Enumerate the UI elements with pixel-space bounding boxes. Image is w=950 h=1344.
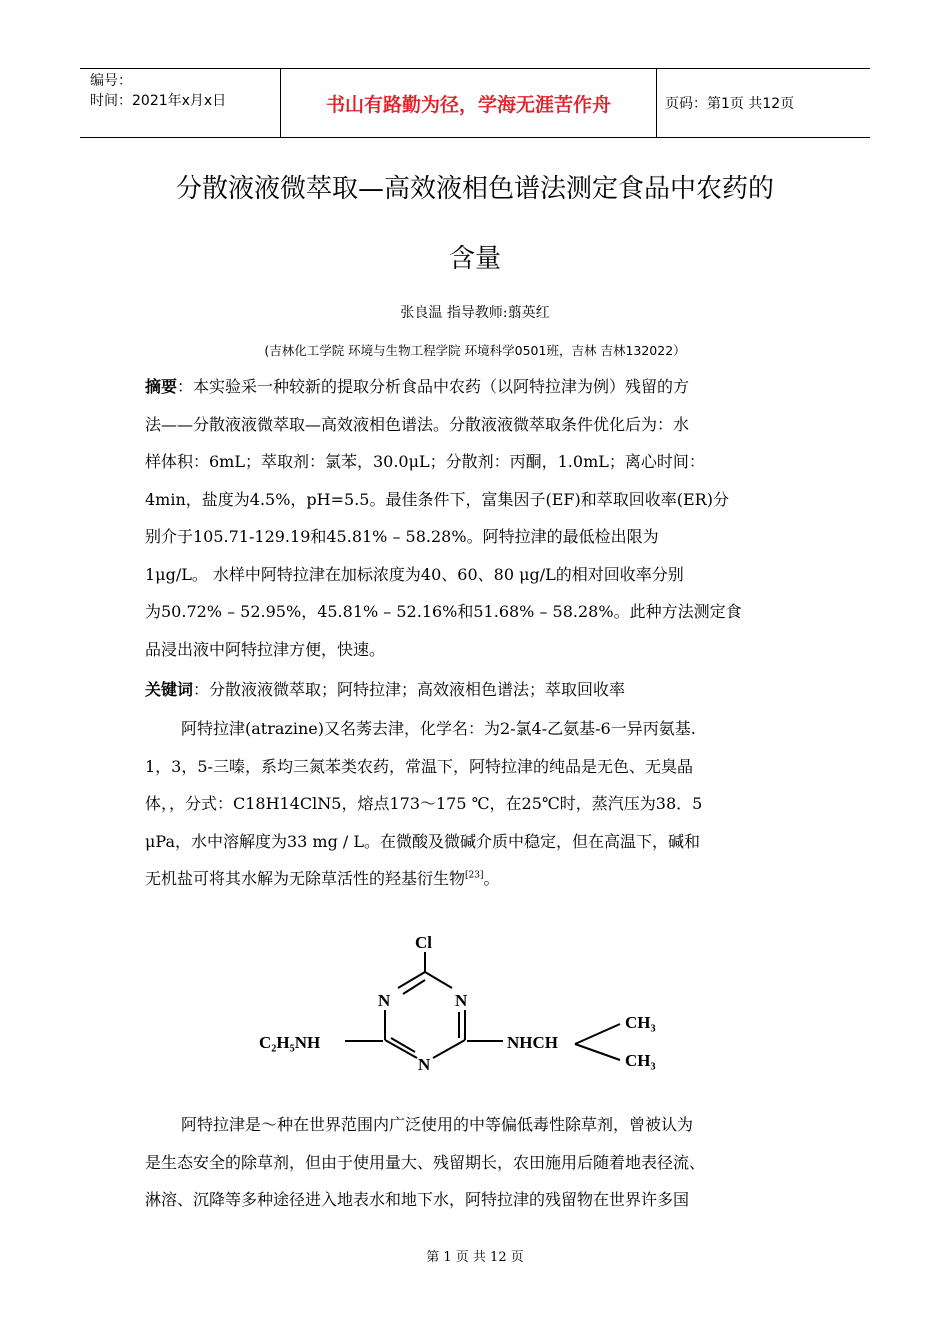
paragraph-2 [145, 1106, 805, 1219]
page-footer: 第 1 页 共 12 页 [426, 1250, 524, 1265]
authors: 张良温 指导教师:翦英红 [400, 305, 550, 321]
abstract-line: 为50.72% – 52.95%，45.81% – 52.16%和51.68% – 58.28%。此种方法测定食 [145, 602, 742, 621]
paragraph-line: 淋溶、沉降等多种途径进入地表水和地下水，阿特拉津的残留物在世界许多国 [145, 1190, 690, 1209]
abstract-line: 品浸出液中阿特拉津方便，快速。 [145, 639, 386, 659]
keywords [145, 671, 805, 709]
n-bottom-label: N [418, 1055, 431, 1074]
intro-line: 1，3，5-三嗪，系均三氮苯类农药，常温下，阿特拉津的纯品是无色、无臭晶 [145, 756, 693, 776]
paragraph-line: 是生态安全的除草剂，但由于使用量大、残留期长，农田施用后随着地表径流、 [145, 1152, 706, 1172]
abstract-label: 摘要 [145, 377, 178, 396]
n-left-label: N [378, 991, 391, 1010]
ch3-top-label: CH₃ [625, 1013, 656, 1032]
abstract-line: 4min，盐度为4.5%，pH=5.5。最佳条件下，富集因子(EF)和萃取回收率(ER)分 [145, 489, 729, 509]
abstract-line: 别介于105.71-129.19和45.81% – 58.28%。阿特拉津的最低检出限为 [145, 527, 659, 546]
affiliation: (吉林化工学院 环境与生物工程学院 环境科学0501班，吉林 吉林132022） [264, 343, 686, 358]
title-line-2: 含量 [448, 244, 501, 274]
intro-line: 体，，分式：C18H14ClN5，熔点173～175 ℃，在25℃时，蒸汽压为38．5 [145, 794, 703, 813]
abstract-line: 法——分散液液微萃取—高效液相色谱法。分散液液微萃取条件优化后为：水 [145, 414, 690, 434]
intro-paragraph [145, 710, 805, 898]
number-label: 编号： [90, 73, 132, 89]
time-label: 时间：2021年x月x日 [90, 93, 227, 109]
header-motto: 书山有路勤为径，学海无涯苦作舟 [281, 69, 657, 137]
abstract-line: 样体积：6mL；萃取剂：氯苯，30.0μL；分散剂：丙酮，1.0mL；离心时间： [145, 452, 705, 471]
intro-line: 阿特拉津(atrazine)又名莠去津，化学名：为2-氯4-乙氨基-6一异丙氨基. [181, 719, 696, 738]
intro-line: 无机盐可将其水解为无除草活性的羟基衍生物 [145, 869, 466, 888]
header-page-code: 页码：第1页 共12页 [665, 96, 795, 112]
keywords-label: 关键词 [145, 680, 194, 699]
intro-line: μPa，水中溶解度为33 mg / L。在微酸及微碱介质中稳定，但在高温下，碱和 [145, 831, 701, 851]
intro-line-end: 。 [483, 869, 500, 888]
reference-marker: [23] [465, 870, 484, 881]
left-group-label: C₂H₅NH [259, 1033, 321, 1052]
abstract-line: ：本实验采一种较新的提取分析食品中农药（以阿特拉津为例）残留的方 [177, 377, 690, 396]
keywords-text: ：分散液液微萃取；阿特拉津；高效液相色谱法；萃取回收率 [193, 680, 626, 699]
right-group-label: NHCH [507, 1033, 558, 1052]
header-table [80, 68, 870, 138]
abstract-line: 1μg/L。 水样中阿特拉津在加标浓度为40、60、80 μg/L的相对回收率分别 [145, 564, 684, 584]
paragraph-line: 阿特拉津是～种在世界范围内广泛使用的中等偏低毒性除草剂，曾被认为 [181, 1115, 694, 1134]
n-right-label: N [455, 991, 468, 1010]
title-line-1: 分散液液微萃取—高效液相色谱法测定食品中农药的 [175, 174, 774, 204]
cl-label: Cl [415, 933, 432, 952]
ch3-bottom-label: CH₃ [625, 1051, 656, 1070]
atrazine-structure [255, 920, 695, 1090]
abstract [145, 368, 805, 668]
header-meta [80, 69, 281, 137]
